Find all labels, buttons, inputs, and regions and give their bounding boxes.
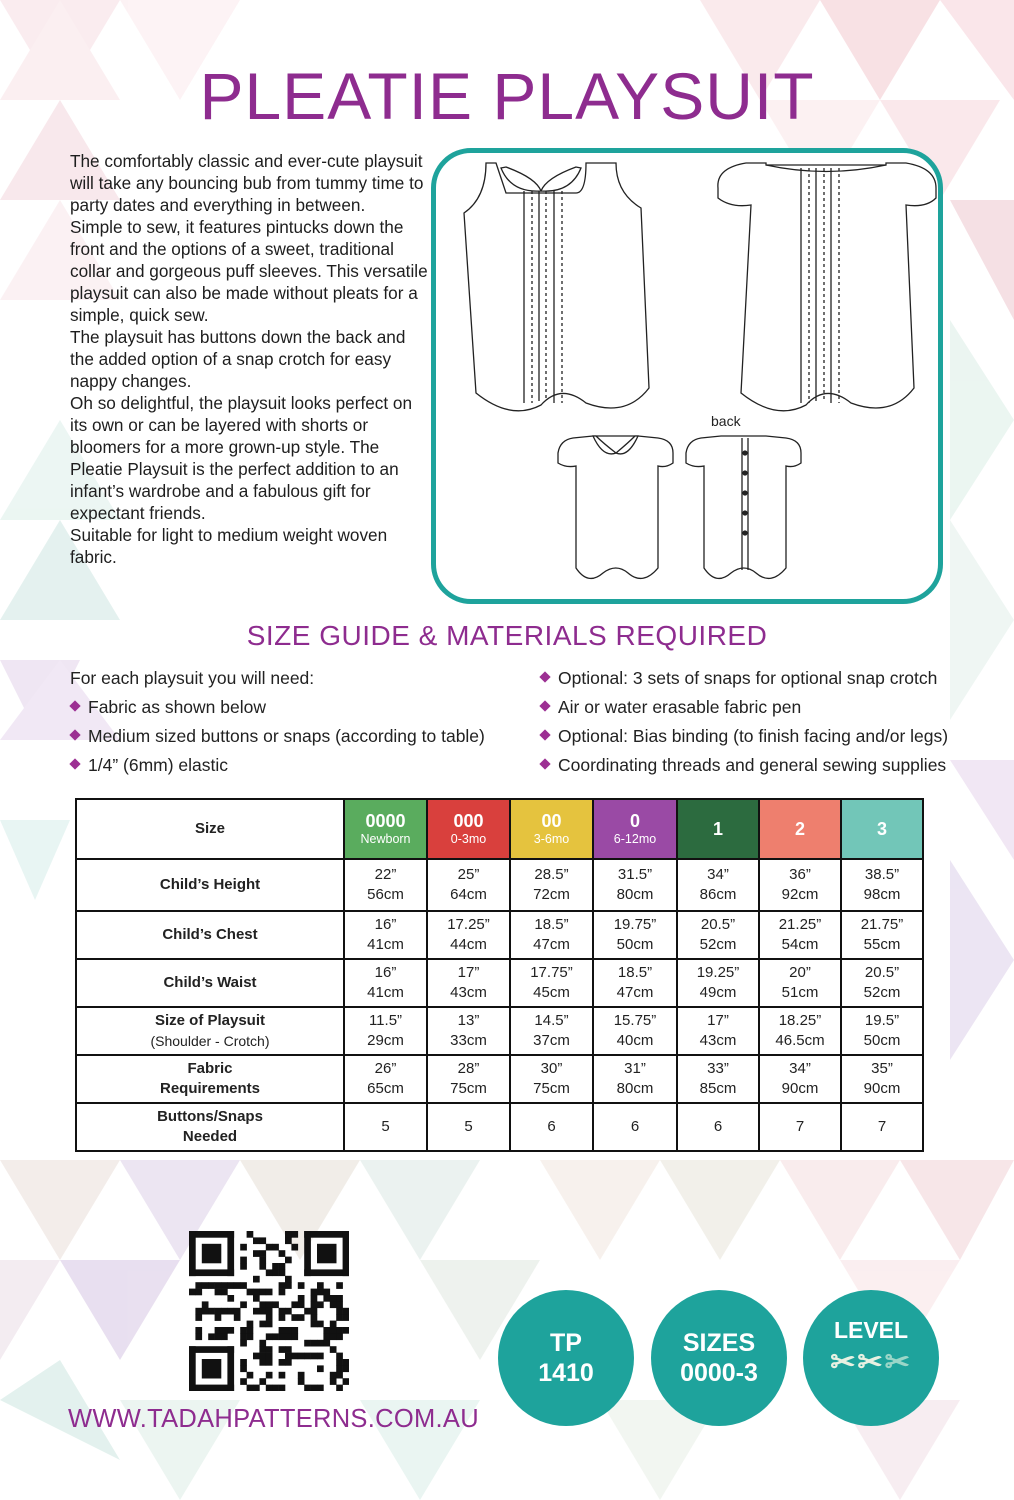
row-label: Child’s Waist — [76, 959, 344, 1007]
table-cell: 16” 41cm — [344, 959, 427, 1007]
table-cell: 20” 51cm — [759, 959, 841, 1007]
materials-item: Optional: 3 sets of snaps for optional snap crotch — [540, 664, 990, 693]
difficulty-level-badge: LEVEL ✂✂✂ — [803, 1290, 939, 1426]
table-cell: 17” 43cm — [427, 959, 510, 1007]
table-cell: 19.5” 50cm — [841, 1007, 923, 1055]
table-cell: 35” 90cm — [841, 1055, 923, 1103]
small-front-drawing — [558, 436, 673, 578]
table-cell: 21.25” 54cm — [759, 911, 841, 959]
table-cell: 34” 86cm — [677, 859, 759, 911]
table-cell: 13” 33cm — [427, 1007, 510, 1055]
scissors-icon: ✂ — [857, 1346, 885, 1379]
page-title: PLEATIE PLAYSUIT — [199, 59, 815, 133]
table-cell: 34” 90cm — [759, 1055, 841, 1103]
row-label: Child’s Height — [76, 859, 344, 911]
table-cell: 20.5” 52cm — [841, 959, 923, 1007]
table-cell: 36” 92cm — [759, 859, 841, 911]
table-cell: 17.25” 44cm — [427, 911, 510, 959]
materials-item: Air or water erasable fabric pen — [540, 693, 990, 722]
scissors-icon: ✂ — [884, 1346, 912, 1379]
size-column-header: 2 — [759, 799, 841, 859]
table-cell: 18.5” 47cm — [593, 959, 677, 1007]
size-table-body — [76, 859, 923, 1151]
row-label: Child’s Chest — [76, 911, 344, 959]
table-cell: 6 — [593, 1103, 677, 1151]
table-cell: 5 — [427, 1103, 510, 1151]
website-url[interactable]: WWW.TADAHPATTERNS.COM.AU — [68, 1405, 479, 1433]
small-back-drawing — [686, 436, 801, 578]
materials-item: 1/4” (6mm) elastic — [70, 751, 520, 780]
table-cell: 17.75” 45cm — [510, 959, 593, 1007]
table-cell: 16” 41cm — [344, 911, 427, 959]
playsuit-line-drawings — [436, 153, 938, 599]
size-column-header: 00 3-6mo — [510, 799, 593, 859]
qr-code — [189, 1231, 349, 1391]
table-cell: 5 — [344, 1103, 427, 1151]
table-cell: 15.75” 40cm — [593, 1007, 677, 1055]
technical-drawings-panel — [431, 148, 943, 604]
row-label: Fabric Requirements — [76, 1055, 344, 1103]
diamond-bullet-icon — [69, 758, 80, 769]
table-row — [76, 1103, 923, 1151]
scissors-icon: ✂ — [830, 1346, 858, 1379]
table-cell: 19.75” 50cm — [593, 911, 677, 959]
table-cell: 28” 75cm — [427, 1055, 510, 1103]
size-header-row — [76, 799, 923, 859]
size-chart-table — [75, 798, 924, 1152]
size-column-header: 0 6-12mo — [593, 799, 677, 859]
table-cell: 30” 75cm — [510, 1055, 593, 1103]
table-row — [76, 959, 923, 1007]
pattern-description — [70, 150, 430, 568]
row-label: Size of Playsuit (Shoulder - Crotch) — [76, 1007, 344, 1055]
front-sleeveless-drawing — [464, 163, 649, 411]
table-cell: 7 — [841, 1103, 923, 1151]
diamond-bullet-icon — [539, 671, 550, 682]
table-cell: 11.5” 29cm — [344, 1007, 427, 1055]
back-view-label: back — [711, 413, 741, 429]
description-paragraph: The comfortably classic and ever-cute playsuit will take any bouncing bub from tummy time to party dates and everything in between. — [70, 151, 424, 215]
table-cell: 31” 80cm — [593, 1055, 677, 1103]
table-cell: 28.5” 72cm — [510, 859, 593, 911]
size-column-header: 1 — [677, 799, 759, 859]
table-cell: 21.75” 55cm — [841, 911, 923, 959]
table-cell: 33” 85cm — [677, 1055, 759, 1103]
materials-intro: For each playsuit you will need: — [70, 668, 315, 688]
size-column-header: 0000 Newborn — [344, 799, 427, 859]
size-column-label: Size — [76, 799, 344, 859]
pattern-number-badge: TP 1410 — [498, 1290, 634, 1426]
description-paragraph: Simple to sew, it features pintucks down the front and the options of a sweet, traditional collar and gorgeous puff sleeves. This versatile playsuit can also be made without pleats for a simple, quick sew. — [70, 217, 428, 325]
size-column-header: 3 — [841, 799, 923, 859]
table-cell: 18.25” 46.5cm — [759, 1007, 841, 1055]
table-row — [76, 911, 923, 959]
table-cell: 6 — [677, 1103, 759, 1151]
diamond-bullet-icon — [69, 700, 80, 711]
table-cell: 7 — [759, 1103, 841, 1151]
table-row — [76, 859, 923, 911]
row-label: Buttons/Snaps Needed — [76, 1103, 344, 1151]
table-cell: 26” 65cm — [344, 1055, 427, 1103]
table-cell: 25” 64cm — [427, 859, 510, 911]
diamond-bullet-icon — [69, 729, 80, 740]
materials-item: Fabric as shown below — [70, 693, 520, 722]
table-cell: 31.5” 80cm — [593, 859, 677, 911]
diamond-bullet-icon — [539, 729, 550, 740]
table-cell: 6 — [510, 1103, 593, 1151]
table-cell: 22” 56cm — [344, 859, 427, 911]
table-row — [76, 1055, 923, 1103]
materials-item: Medium sized buttons or snaps (according to table) — [70, 722, 520, 751]
table-cell: 14.5” 37cm — [510, 1007, 593, 1055]
description-paragraph: Oh so delightful, the playsuit looks perfect on its own or can be layered with shorts or bloomers for a more grown-up style. The Pleatie Playsuit is the perfect addition to an infant’s wardrobe and a fabulous gift for expectant friends. — [70, 393, 413, 523]
materials-list-right — [540, 664, 990, 780]
diamond-bullet-icon — [539, 758, 550, 769]
materials-list-left — [70, 664, 520, 780]
table-row — [76, 1007, 923, 1055]
table-cell: 20.5” 52cm — [677, 911, 759, 959]
description-paragraph: The playsuit has buttons down the back and the added option of a snap crotch for easy nappy changes. — [70, 327, 406, 391]
table-cell: 38.5” 98cm — [841, 859, 923, 911]
materials-item: Coordinating threads and general sewing supplies — [540, 751, 990, 780]
size-column-header: 000 0-3mo — [427, 799, 510, 859]
table-cell: 19.25” 49cm — [677, 959, 759, 1007]
diamond-bullet-icon — [539, 700, 550, 711]
sizes-badge: SIZES 0000-3 — [651, 1290, 787, 1426]
front-puff-sleeve-drawing — [718, 163, 936, 411]
description-paragraph: Suitable for light to medium weight woven fabric. — [70, 525, 388, 567]
size-guide-heading: SIZE GUIDE & MATERIALS REQUIRED — [246, 620, 768, 651]
table-cell: 17” 43cm — [677, 1007, 759, 1055]
table-cell: 18.5” 47cm — [510, 911, 593, 959]
materials-item: Optional: Bias binding (to finish facing and/or legs) — [540, 722, 990, 751]
